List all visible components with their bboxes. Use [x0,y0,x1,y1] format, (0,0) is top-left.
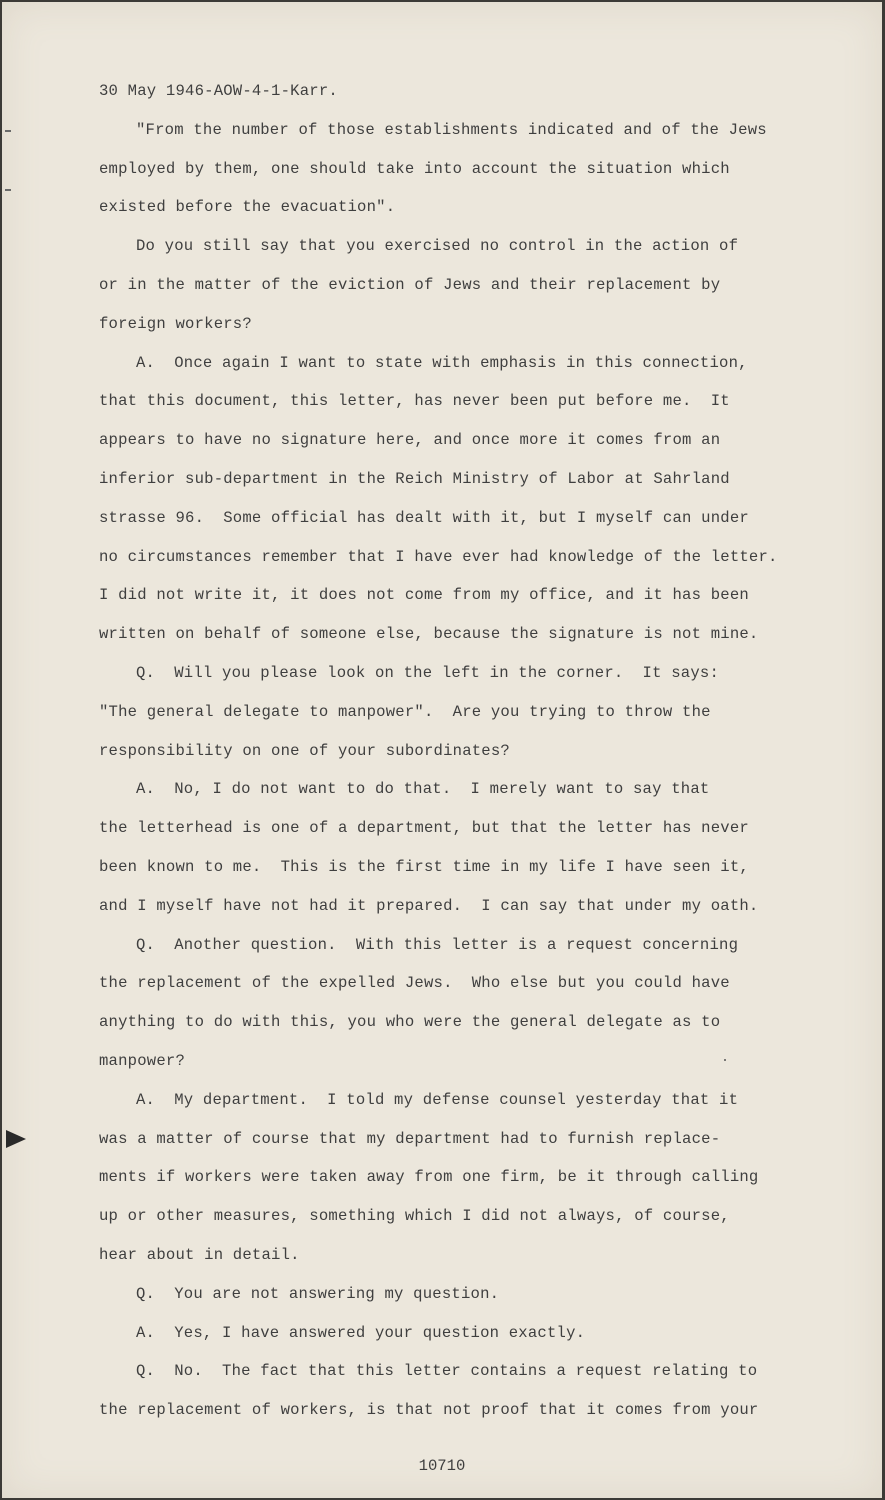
text-line: Q. No. The fact that this letter contains a request relating to [136,1362,758,1381]
text-line: strasse 96. Some official has dealt with it, but I myself can under [99,508,749,527]
text-line: Q. Will you please look on the left in the corner. It says: [136,663,720,682]
edge-mark-upper [5,189,11,191]
text-line: A. Yes, I have answered your question exactly. [136,1323,586,1342]
text-line: inferior sub-department in the Reich Ministry of Labor at Sahrland [99,469,730,488]
text-line: Q. Another question. With this letter is a request concerning [136,935,739,954]
transcript-body [99,72,799,1430]
text-line: hear about in detail. [99,1245,300,1264]
text-line: and I myself have not had it prepared. I can say that under my oath. [99,896,759,915]
text-line: anything to do with this, you who were the general delegate as to [99,1013,721,1032]
text-line: ments if workers were taken away from one firm, be it through calling [99,1168,759,1187]
text-line: written on behalf of someone else, because the signature is not mine. [99,625,759,644]
text-line: the replacement of the expelled Jews. Who else but you could have [99,974,730,993]
page-number: 10710 [418,1457,466,1475]
text-line: that this document, this letter, has never been put before me. It [99,392,730,411]
text-line: the letterhead is one of a department, but that the letter has never [99,819,749,838]
text-line: A. Once again I want to state with emphasis in this connection, [136,353,748,372]
text-line: was a matter of course that my department had to furnish replace- [99,1129,721,1148]
text-line: foreign workers? [99,314,252,333]
document-page [2,2,882,1498]
text-line: "The general delegate to manpower". Are you trying to throw the [99,702,711,721]
edge-mark-top [5,130,11,132]
text-line: Do you still say that you exercised no control in the action of [136,237,739,256]
text-line: the replacement of workers, is that not proof that it comes from your [99,1401,759,1420]
text-line: I did not write it, it does not come from my office, and it has been [99,586,749,605]
text-line: appears to have no signature here, and once more it comes from an [99,431,721,450]
text-line: A. No, I do not want to do that. I merely want to say that [136,780,710,799]
text-line: existed before the evacuation". [99,198,396,217]
text-line: manpower? [99,1051,186,1070]
document-header: 30 May 1946-AOW-4-1-Karr. [99,82,338,100]
text-line: A. My department. I told my defense counsel yesterday that it [136,1090,739,1109]
text-line: Q. You are not answering my question. [136,1284,500,1303]
text-line: employed by them, one should take into account the situation which [99,159,730,178]
text-line: "From the number of those establishments indicated and of the Jews [136,120,767,139]
text-line: responsibility on one of your subordinates? [99,741,510,760]
binder-tab-icon [6,1130,26,1148]
text-line: no circumstances remember that I have ever had knowledge of the letter. [99,547,778,566]
text-line: or in the matter of the eviction of Jews and their replacement by [99,275,721,294]
text-line: been known to me. This is the first time in my life I have seen it, [99,857,749,876]
text-line: up or other measures, something which I did not always, of course, [99,1207,730,1226]
